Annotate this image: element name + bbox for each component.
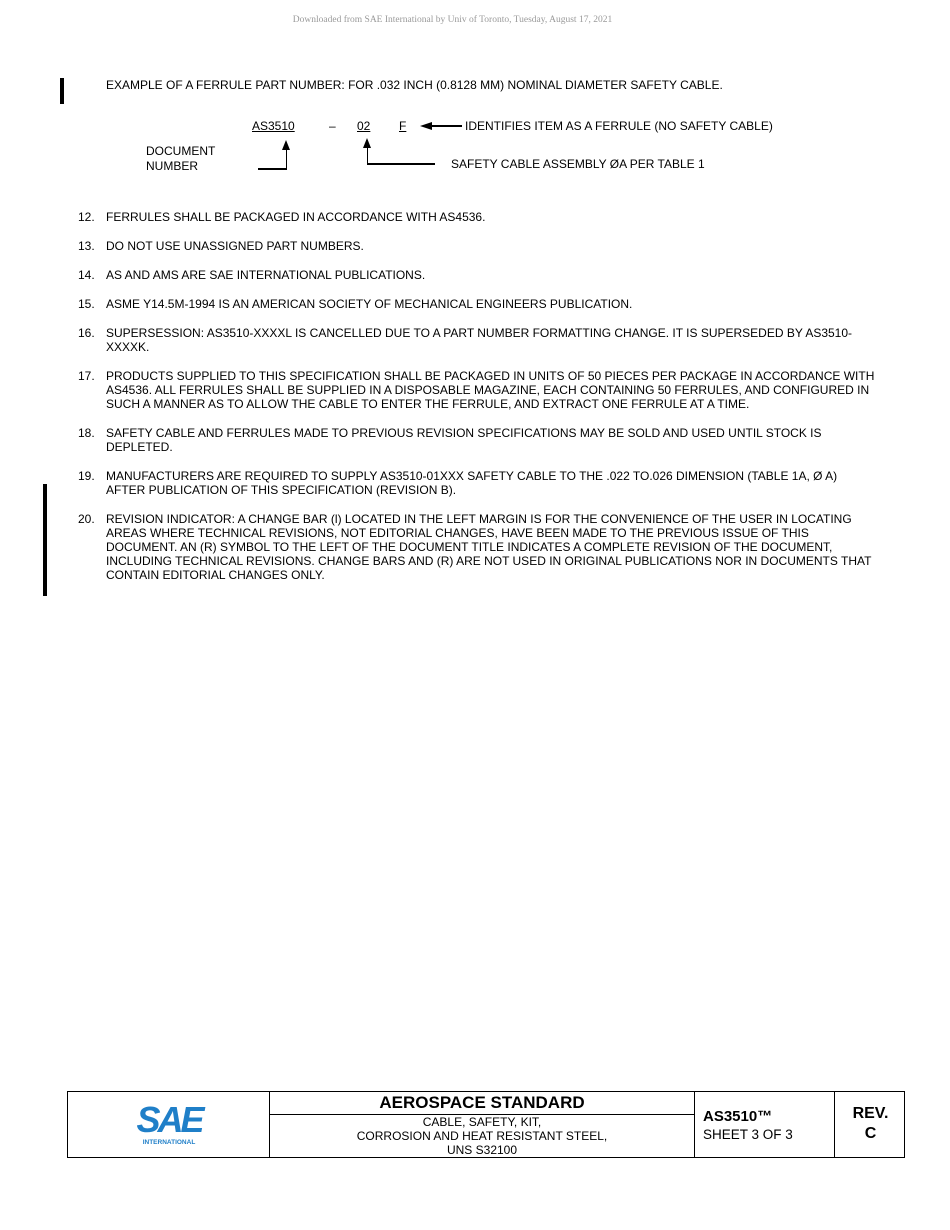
note-item [78,239,878,253]
note-item [78,426,878,454]
note-item [78,326,878,354]
note-number: 15. [78,297,95,311]
doc-leader-horizontal [258,168,287,170]
part-suffix: F [399,119,407,133]
doc-number: AS3510™ [703,1108,773,1125]
notes-list [78,210,878,597]
note-number: 18. [78,426,95,440]
note-number: 12. [78,210,95,224]
part-doc: AS3510 [252,119,295,133]
note-number: 19. [78,469,95,483]
note-item [78,469,878,497]
note-text: ASME Y14.5M-1994 IS AN AMERICAN SOCIETY OF MECHANICAL ENGINEERS PUBLICATION. [106,297,633,311]
title-block [67,1091,905,1158]
part-size: 02 [357,119,371,133]
note-text: AS AND AMS ARE SAE INTERNATIONAL PUBLICATIONS. [106,268,426,282]
note-text: MANUFACTURERS ARE REQUIRED TO SUPPLY AS3510-01XXX SAFETY CABLE TO THE .022 TO.026 DIMENSION (TABLE 1A, Ø A) AFTER PUBLICATION OF THIS SPECIFICATION (REVISION B). [106,469,838,497]
part-dash: – [329,119,336,133]
example-title: EXAMPLE OF A FERRULE PART NUMBER: FOR .032 INCH (0.8128 MM) NOMINAL DIAMETER SAFETY CABLE. [106,78,723,92]
title-line-1: CABLE, SAFETY, KIT, [422,1115,542,1129]
note-number: 16. [78,326,95,340]
note-number: 20. [78,512,95,526]
note-text: PRODUCTS SUPPLIED TO THIS SPECIFICATION SHALL BE PACKAGED IN UNITS OF 50 PIECES PER PACKAGE IN ACCORDANCE WITH AS4536. ALL FERRULES SHALL BE SUPPLIED IN A DISPOSABLE MAGAZINE, EACH CONTAINING 50 FERRULES, AND CONFIGURED IN SUCH A MANNER AS TO ALLOW THE CABLE TO ENTER THE FERRULE, AND EXTRACT ONE FERRULE AT A TIME. [106,369,875,411]
note-item [78,512,878,582]
title-cell [270,1092,695,1157]
rev-value: C [864,1125,877,1142]
note-text: FERRULES SHALL BE PACKAGED IN ACCORDANCE WITH AS4536. [106,210,486,224]
title-line-3: UNS S32100 [446,1143,518,1157]
revision-cell [835,1092,906,1157]
note-item [78,297,878,311]
note-item [78,268,878,282]
note-text: SUPERSESSION: AS3510-XXXXL IS CANCELLED DUE TO A PART NUMBER FORMATTING CHANGE. IT IS SUPERSEDED BY AS3510-XXXXK. [106,326,853,354]
change-bar-notes [43,484,47,596]
note-text: DO NOT USE UNASSIGNED PART NUMBERS. [106,239,364,253]
sae-logo [68,1092,270,1157]
size-label: SAFETY CABLE ASSEMBLY ØA PER TABLE 1 [451,157,705,171]
change-bar-example [60,78,64,104]
note-item [78,369,878,411]
rev-label: REV. [852,1105,889,1122]
title-line-2: CORROSION AND HEAT RESISTANT STEEL, [356,1129,608,1143]
size-leader-horizontal [367,163,435,165]
note-number: 14. [78,268,95,282]
note-number: 17. [78,369,95,383]
doc-leader-vertical [286,149,288,169]
note-text: SAFETY CABLE AND FERRULES MADE TO PREVIOUS REVISION SPECIFICATIONS MAY BE SOLD AND USED UNTIL STOCK IS DEPLETED. [106,426,822,454]
sae-logo-mark: SAE [136,1099,202,1140]
note-item [78,210,878,224]
doc-label-line2: NUMBER [146,159,199,173]
size-leader-vertical [367,147,369,164]
logo-cell [68,1092,270,1157]
doc-label-line1: DOCUMENT [146,144,216,158]
note-number: 13. [78,239,95,253]
doc-number-cell [695,1092,835,1157]
suffix-leader-line [430,125,462,127]
sheet-number: SHEET 3 OF 3 [703,1127,793,1142]
suffix-label: IDENTIFIES ITEM AS A FERRULE (NO SAFETY CABLE) [465,119,773,133]
note-text: REVISION INDICATOR: A CHANGE BAR (l) LOCATED IN THE LEFT MARGIN IS FOR THE CONVENIENCE OF THE USER IN LOCATING AREAS WHERE TECHNICAL REVISIONS, NOT EDITORIAL CHANGES, HAVE BEEN MADE TO THE PREVIOUS ISSUE OF THIS DOCUMENT. AN (R) SYMBOL TO THE LEFT OF THE DOCUMENT TITLE INDICATES A COMPLETE REVISION OF THE DOCUMENT, INCLUDING TECHNICAL REVISIONS. CHANGE BARS AND (R) ARE NOT USED IN ORIGINAL PUBLICATIONS NOR IN DOCUMENTS THAT CONTAIN EDITORIAL CHANGES ONLY. [106,512,872,582]
document-title [270,1115,694,1157]
standard-type: AEROSPACE STANDARD [270,1092,694,1115]
sae-logo-sub: INTERNATIONAL [142,1139,196,1146]
download-notice: Downloaded from SAE International by Univ of Toronto, Tuesday, August 17, 2021 [292,15,613,25]
